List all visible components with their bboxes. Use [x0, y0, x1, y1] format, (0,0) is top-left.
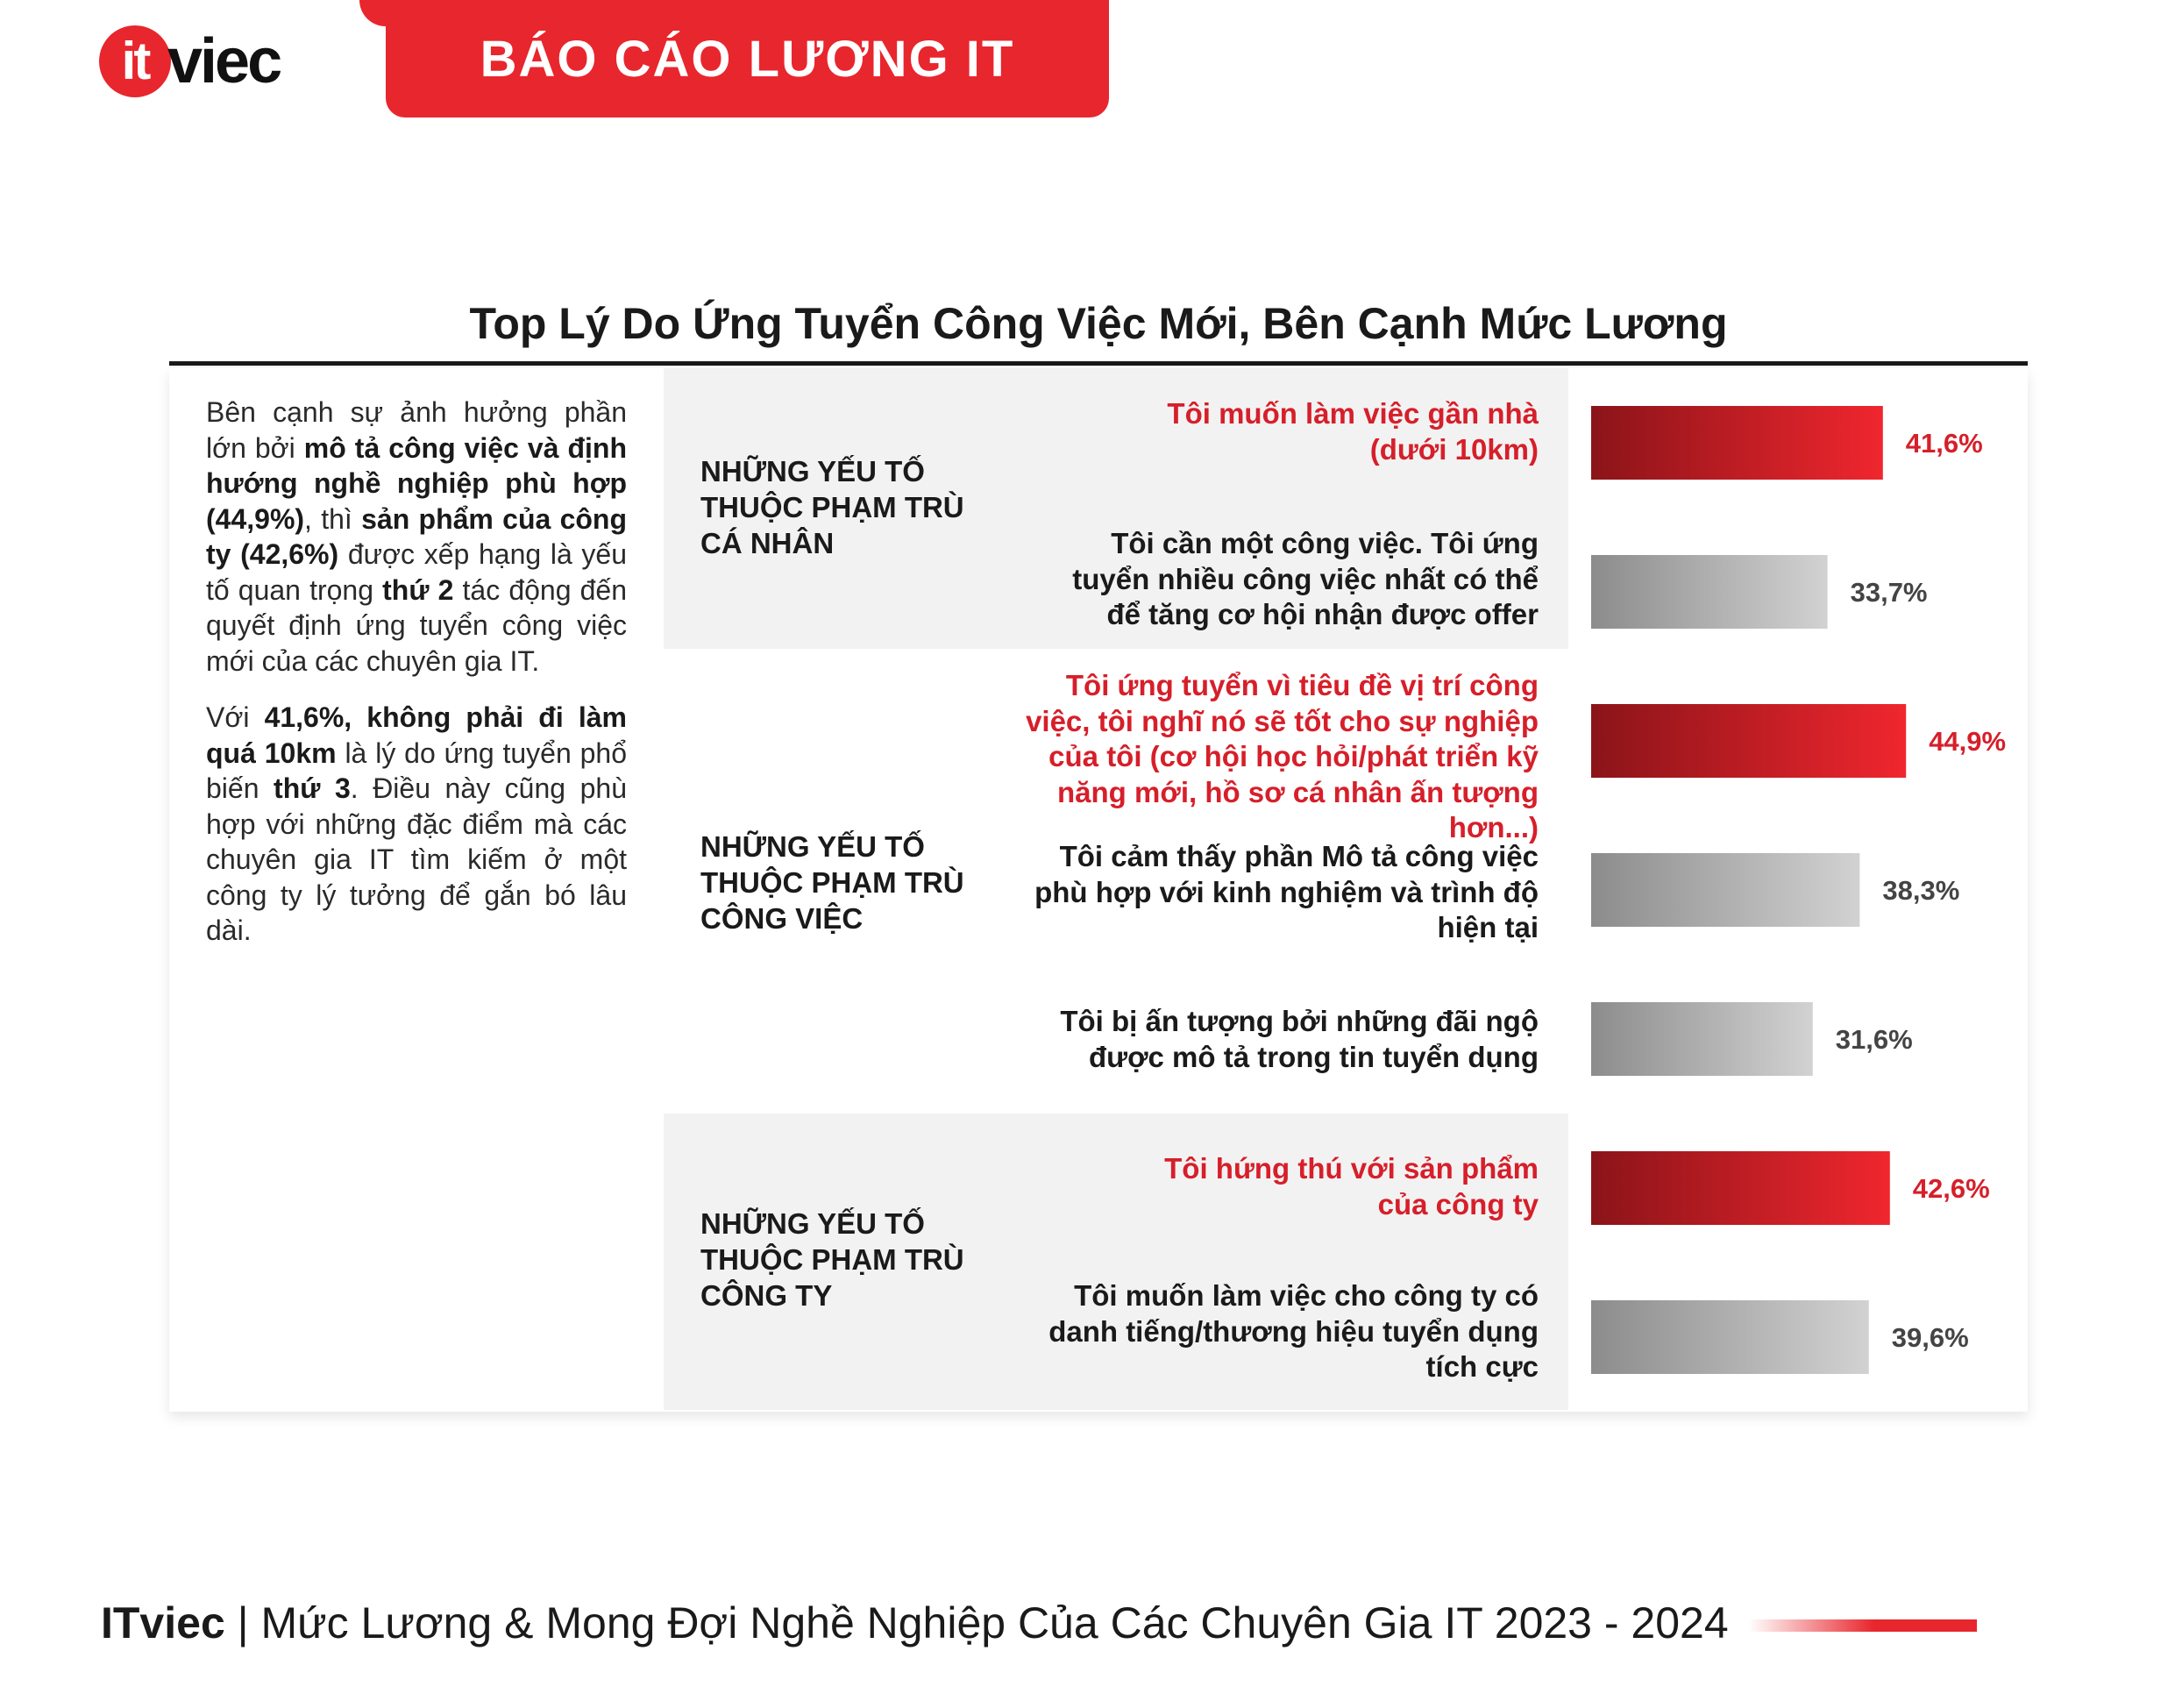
logo-wordmark: viec: [167, 26, 281, 96]
bar: [1591, 555, 1828, 629]
reason-label: Tôi hứng thú với sản phẩm của công ty: [1164, 1152, 1539, 1221]
footer: [101, 1598, 1729, 1648]
bar-value-label: 38,3%: [1882, 875, 1960, 906]
bar: [1591, 406, 1883, 480]
footer-accent-bar: [1749, 1619, 1977, 1632]
reason-label: Tôi cần một công việc. Tôi ứng tuyển nhiều công việc nhất có thể để tăng cơ hội nhận được offer: [1072, 527, 1539, 630]
report-tab-label: BÁO CÁO LƯƠNG IT: [480, 30, 1015, 88]
reason-label: Tôi cảm thấy phần Mô tả công việc phù hợp với kinh nghiệm và trình độ hiện tại: [1034, 840, 1539, 943]
bar: [1591, 853, 1859, 927]
bar-value-label: 42,6%: [1912, 1173, 1990, 1204]
reason-label: Tôi muốn làm việc cho công ty có danh tiếng/thương hiệu tuyển dụng tích cực: [1048, 1279, 1539, 1383]
group-label-job: NHỮNG YẾU TỐ THUỘC PHẠM TRÙ CÔNG VIỆC: [700, 830, 964, 935]
bar-value-label: 44,9%: [1929, 726, 2007, 757]
bar: [1591, 704, 1906, 778]
group-label-personal: NHỮNG YẾU TỐ THUỘC PHẠM TRÙ CÁ NHÂN: [700, 455, 964, 559]
chart-title: Top Lý Do Ứng Tuyển Công Việc Mới, Bên Cạnh Mức Lương: [469, 299, 1728, 348]
bar-value-label: 33,7%: [1850, 577, 1928, 608]
bar: [1591, 1151, 1890, 1225]
group-label-company: NHỮNG YẾU TỐ THUỘC PHẠM TRÙ CÔNG TY: [700, 1207, 964, 1312]
intro-paragraph-1: Bên cạnh sự ảnh hưởng phần lớn bởi mô tả công việc và định hướng nghề nghiệp phù hợp (44,9%), thì sản phẩm của công ty (42,6%) được xếp hạng là yếu tố quan trọng thứ 2 tác động đến quyết định ứng tuyển công việc mới của các chuyên gia IT.: [206, 396, 628, 677]
bar-value-label: 41,6%: [1905, 428, 1983, 459]
intro-paragraph-2: Với 41,6%, không phải đi làm quá 10km là lý do ứng tuyển phổ biến thứ 3. Điều này cũng phù hợp với những đặc điểm mà các chuyên gia IT tìm kiếm ở một công ty lý tưởng để gắn bó lâu dài.: [206, 701, 628, 946]
bar-value-label: 31,6%: [1835, 1024, 1913, 1055]
footer-brand: ITviec: [101, 1598, 225, 1648]
footer-text: Mức Lương & Mong Đợi Nghề Nghiệp Của Các Chuyên Gia IT 2023 - 2024: [260, 1598, 1729, 1648]
logo-mark: it: [99, 25, 171, 97]
reason-label: Tôi muốn làm việc gần nhà (dưới 10km): [1167, 397, 1539, 466]
reason-label: Tôi bị ấn tượng bởi những đãi ngộ được mô tả trong tin tuyển dụng: [1060, 1005, 1539, 1073]
bar: [1591, 1002, 1813, 1076]
footer-separator: |: [224, 1598, 261, 1648]
bar-value-label: 39,6%: [1891, 1322, 1969, 1353]
bar: [1591, 1300, 1869, 1374]
reason-label: Tôi ứng tuyển vì tiêu đề vị trí công việc, tôi nghĩ nó sẽ tốt cho sự nghiệp của tôi (cơ hội học hỏi/phát triển kỹ năng mới, hồ sơ cá nhân ấn tượng hơn...): [1026, 669, 1539, 843]
